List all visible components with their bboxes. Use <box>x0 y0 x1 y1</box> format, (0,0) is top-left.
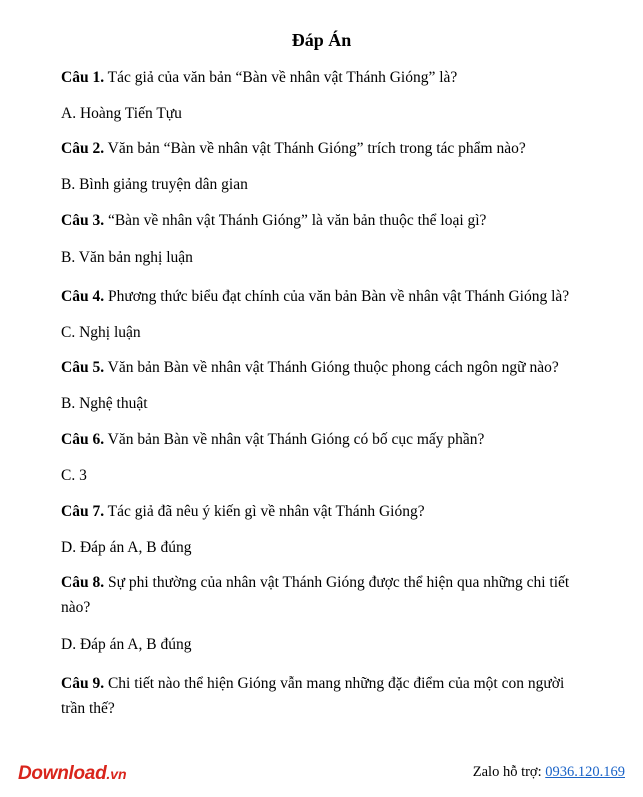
question-text: Tác giả đã nêu ý kiến gì về nhân vật Thánh Gióng? <box>104 503 425 520</box>
question-number: Câu 8. <box>61 574 105 591</box>
question-number: Câu 3. <box>61 212 105 229</box>
question-text: Chi tiết nào thể hiện Gióng vẫn mang những đặc điểm của một con người <box>104 675 565 692</box>
question-line <box>61 286 621 308</box>
page-title: Đáp Án <box>291 30 352 50</box>
question-continuation: nào? <box>61 599 91 616</box>
question-number: Câu 4. <box>61 288 105 305</box>
question-line <box>61 572 621 594</box>
question-line <box>61 138 621 160</box>
question-text: Văn bản Bàn về nhân vật Thánh Gióng có bố cục mấy phần? <box>104 431 485 448</box>
question-number: Câu 7. <box>61 503 105 520</box>
support-phone-link[interactable]: 0936.120.169 <box>545 764 625 780</box>
question-line <box>61 67 621 89</box>
answer-line: D. Đáp án A, B đúng <box>61 539 192 556</box>
question-text: Sự phi thường của nhân vật Thánh Gióng được thể hiện qua những chi tiết <box>104 574 570 591</box>
answer-line: B. Bình giảng truyện dân gian <box>61 176 248 193</box>
support-label: Zalo hỗ trợ: <box>472 764 546 780</box>
answer-line: A. Hoàng Tiến Tựu <box>61 105 182 122</box>
question-number: Câu 1. <box>61 69 105 86</box>
logo-main-text: Download <box>18 763 107 784</box>
answer-line: C. Nghị luận <box>61 324 141 341</box>
question-continuation: trần thế? <box>61 700 115 717</box>
question-number: Câu 2. <box>61 140 105 157</box>
question-line <box>61 673 621 695</box>
answer-line: B. Văn bản nghị luận <box>61 249 193 266</box>
question-text: Văn bản Bàn về nhân vật Thánh Gióng thuộc phong cách ngôn ngữ nào? <box>104 359 559 376</box>
logo-tld-text: .vn <box>106 766 127 782</box>
question-text: Văn bản “Bàn về nhân vật Thánh Gióng” trích trong tác phẩm nào? <box>104 140 526 157</box>
download-vn-logo[interactable] <box>18 762 127 786</box>
question-text: “Bàn về nhân vật Thánh Gióng” là văn bản thuộc thể loại gì? <box>104 212 487 229</box>
question-text: Tác giả của văn bản “Bàn về nhân vật Thánh Gióng” là? <box>104 69 458 86</box>
question-number: Câu 5. <box>61 359 105 376</box>
question-number: Câu 6. <box>61 431 105 448</box>
answer-line: D. Đáp án A, B đúng <box>61 636 192 653</box>
answer-line: B. Nghệ thuật <box>61 395 148 412</box>
answer-line: C. 3 <box>61 467 87 484</box>
question-line <box>61 501 621 523</box>
question-text: Phương thức biểu đạt chính của văn bản Bàn về nhân vật Thánh Gióng là? <box>104 288 570 305</box>
question-number: Câu 9. <box>61 675 105 692</box>
zalo-support <box>473 762 625 782</box>
question-line <box>61 429 621 451</box>
question-line <box>61 210 621 232</box>
question-line <box>61 357 621 379</box>
